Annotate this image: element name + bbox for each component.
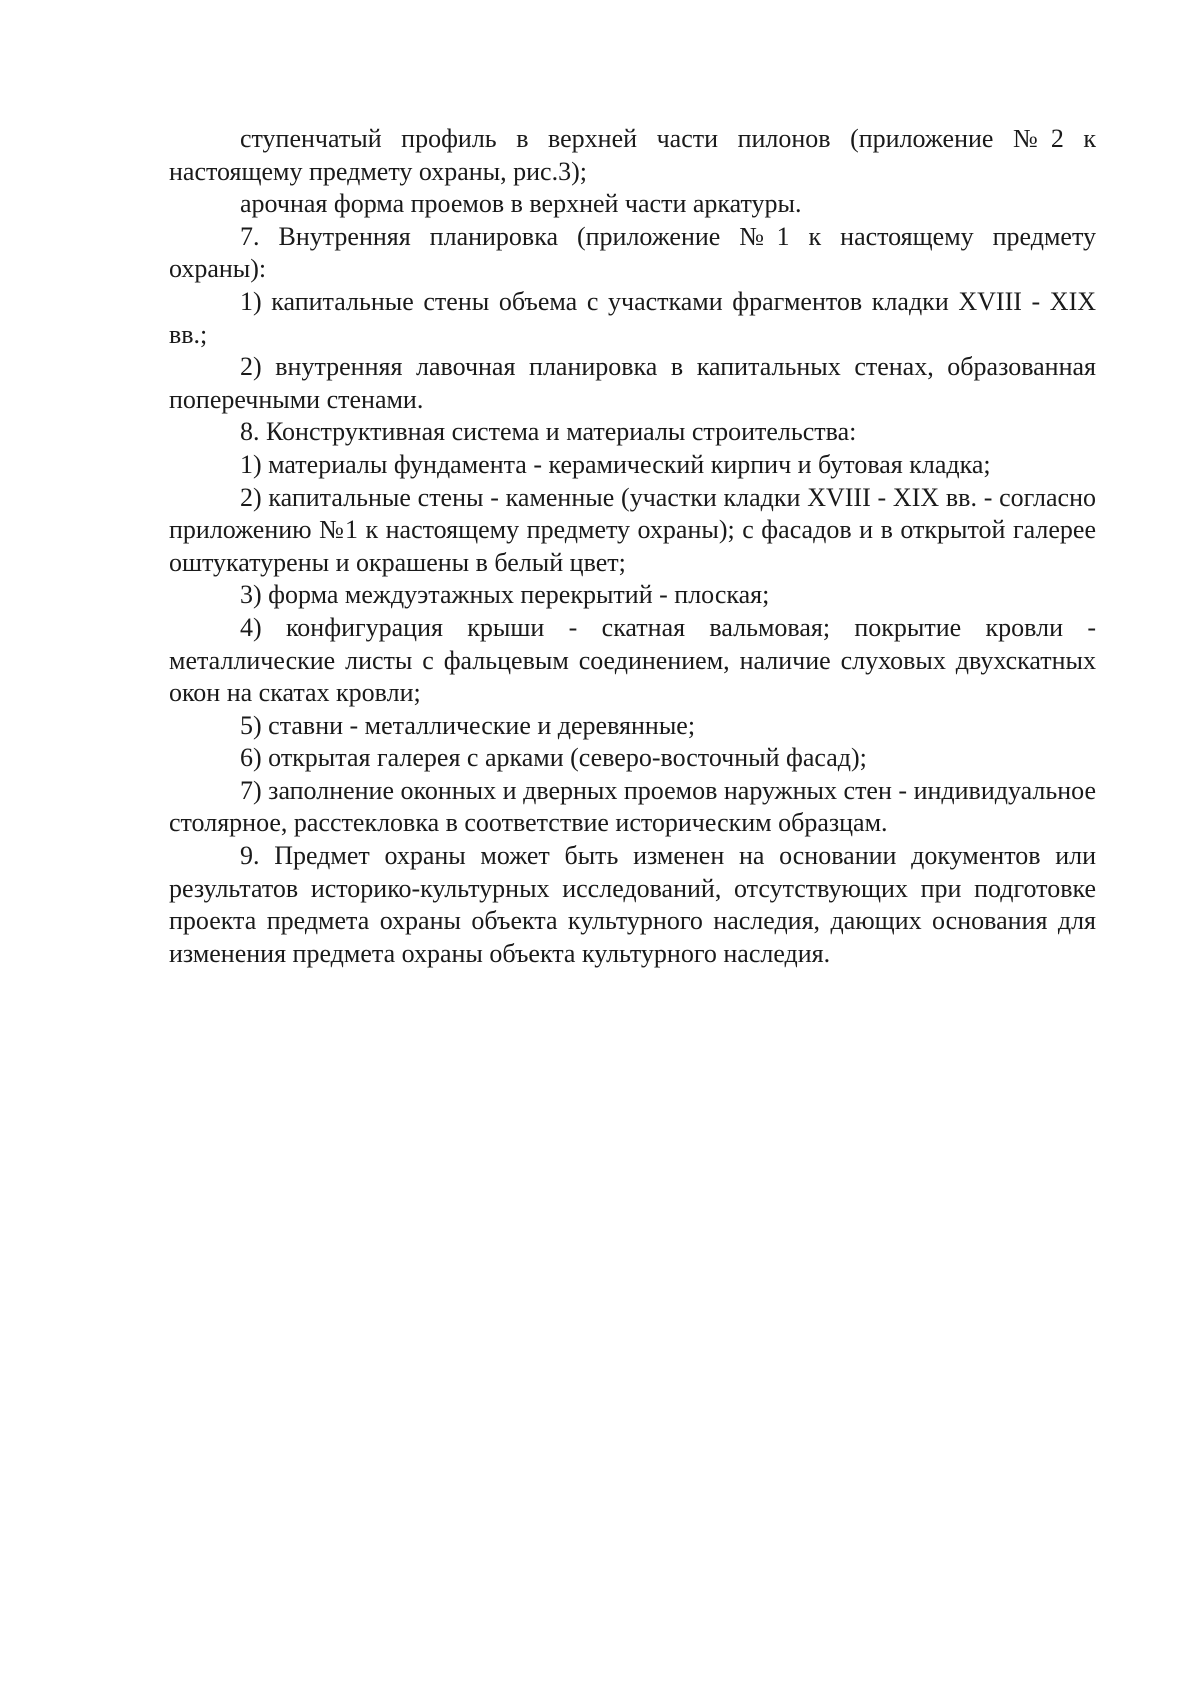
paragraph-8-3-floors: 3) форма междуэтажных перекрытий - плоская;: [240, 580, 770, 610]
paragraph-7-1-capital-walls: 1) капитальные стены объема с участками фрагментов кладки XVIII - XIX вв.;: [169, 286, 1096, 349]
paragraph-arch-openings: арочная форма проемов в верхней части аркатуры.: [240, 189, 802, 219]
paragraph-8-5-shutters: 5) ставни - металлические и деревянные;: [240, 710, 696, 740]
paragraph-section-9: 9. Предмет охраны может быть изменен на основании документов или результатов историко-культурных исследований, отсутствующих при подготовке проекта предмета охраны объекта культурного наследия, дающих основания для изменения предмета охраны объекта культурного наследия.: [169, 841, 1096, 968]
paragraph-8-7-window-fill: 7) заполнение оконных и дверных проемов наружных стен - индивидуальное столярное, расстекловка в соответствие историческим образцам.: [169, 775, 1096, 838]
paragraph-8-2-stone-walls: 2) капитальные стены - каменные (участки кладки XVIII - XIX вв. - согласно приложению №1 к настоящему предмету охраны); с фасадов и в открытой галерее оштукатурены и окрашены в белый цвет;: [169, 482, 1096, 577]
paragraph-8-1-foundation: 1) материалы фундамента - керамический кирпич и бутовая кладка;: [240, 449, 991, 479]
paragraph-8-6-gallery: 6) открытая галерея с арками (северо-восточный фасад);: [240, 743, 867, 773]
paragraph-pylon-profile: ступенчатый профиль в верхней части пилонов (приложение №2 к настоящему предмету охраны, рис.3);: [169, 124, 1096, 186]
document-body: [169, 123, 1096, 970]
paragraph-7-2-shop-layout: 2) внутренняя лавочная планировка в капитальных стенах, образованная поперечными стенами.: [169, 352, 1096, 414]
paragraph-section-8-heading: 8. Конструктивная система и материалы строительства:: [240, 417, 857, 447]
paragraph-section-7-heading: 7. Внутренняя планировка (приложение №1 к настоящему предмету охраны):: [169, 221, 1096, 284]
paragraph-8-4-roof: 4) конфигурация крыши - скатная вальмовая; покрытие кровли - металлические листы с фальцевым соединением, наличие слуховых двухскатных окон на скатах кровли;: [169, 612, 1096, 708]
